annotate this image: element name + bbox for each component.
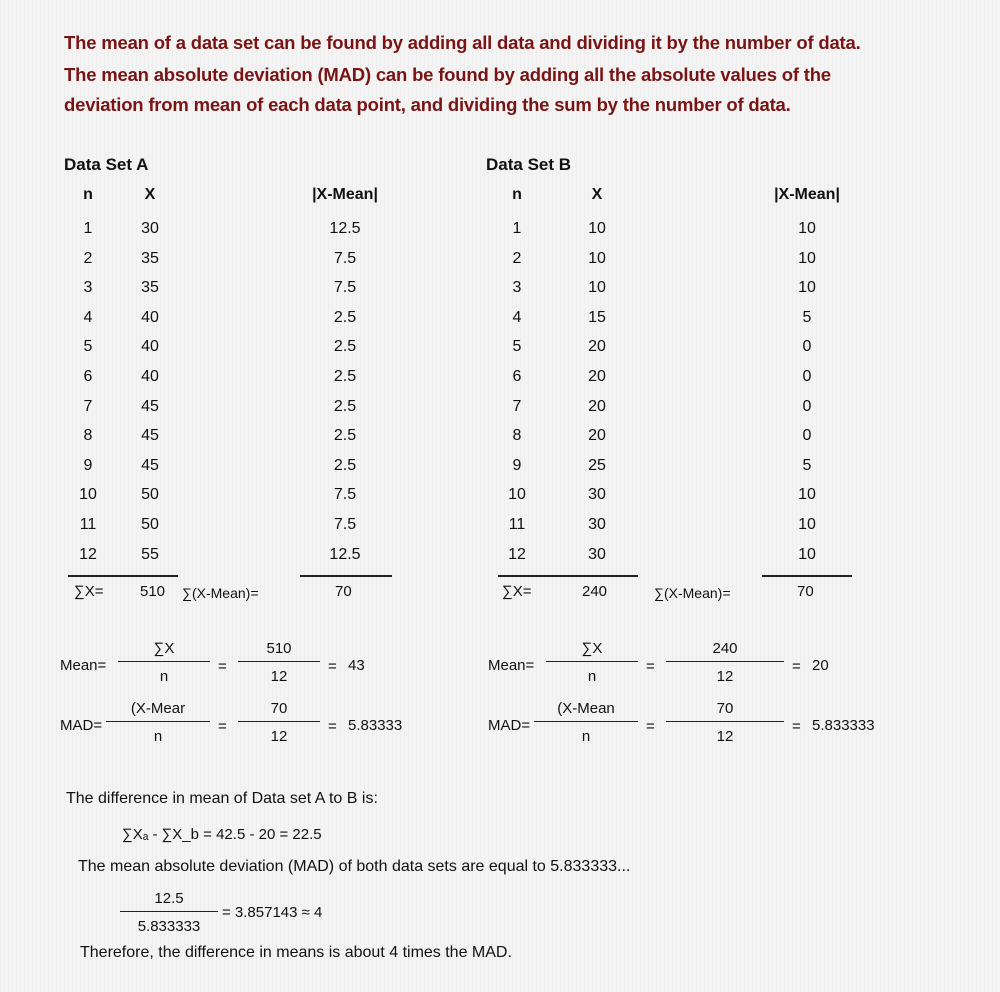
- setA-mad-result: 5.83333: [348, 717, 403, 734]
- setB-mean-result: 20: [812, 657, 829, 674]
- setB-header-0: n: [512, 186, 522, 203]
- intro-line-2: The mean absolute deviation (MAD) can be found by adding all the absolute values of the: [64, 64, 831, 85]
- setB-mean-eq: =: [646, 658, 655, 675]
- setB-cell: 6: [512, 368, 522, 385]
- setB-cell: 2: [512, 249, 522, 267]
- setA-cell: 7: [83, 397, 93, 415]
- setA-mad-value-denominator: 12: [270, 728, 288, 745]
- setA-cell: 3: [83, 279, 93, 297]
- setA-cell: 40: [141, 308, 159, 326]
- setB-mad-values: [666, 700, 784, 745]
- setB-mean-numerator: ∑X: [546, 640, 638, 662]
- setA-mean-denominator: n: [159, 668, 169, 685]
- setB-cell: 20: [588, 397, 606, 415]
- conclusion-line-2: The mean absolute deviation (MAD) of both data sets are equal to 5.833333...: [78, 858, 631, 875]
- setA-mean-numerator: ∑X: [118, 640, 210, 662]
- setB-cell: 25: [588, 456, 606, 474]
- setB-mad-value-numerator: 70: [666, 700, 784, 722]
- setA-cell: 5: [83, 338, 93, 356]
- setA-cell: 2: [83, 249, 93, 267]
- setB-mad-formula: [534, 700, 638, 745]
- setB-cell: 4: [512, 308, 522, 326]
- setB-cell: 10: [798, 220, 816, 237]
- setA-cell: 12.5: [329, 545, 361, 563]
- setB-mean-value-numerator: 240: [666, 640, 784, 662]
- setA-sum-x: 510: [140, 583, 166, 600]
- setB-cell: 30: [588, 545, 606, 563]
- setB-cell: 10: [798, 545, 816, 563]
- setB-cell: 11: [508, 516, 526, 533]
- setB-mad-label: MAD=: [488, 717, 531, 734]
- setB-mean-label: Mean=: [488, 657, 535, 674]
- setA-cell: 2.5: [333, 368, 357, 385]
- setB-sum-line: [498, 575, 638, 577]
- setB-cell: 15: [588, 308, 606, 326]
- setA-cell: 4: [83, 308, 93, 326]
- setA-sum-dev: 70: [335, 583, 352, 600]
- intro-line-3: deviation from mean of each data point, and dividing the sum by the number of data.: [64, 94, 791, 115]
- setB-mean-value-denominator: 12: [716, 668, 734, 685]
- setB-mad-eq2: =: [792, 718, 801, 735]
- setB-mad-denominator: n: [581, 728, 591, 745]
- setB-mean-values: [666, 640, 784, 685]
- setB-cell: 10: [798, 486, 816, 504]
- setA-mean-result: 43: [348, 657, 365, 674]
- setA-dev-sum-line: [300, 575, 392, 577]
- setA-cell: 2.5: [333, 427, 357, 445]
- setB-cell: 0: [802, 427, 812, 445]
- setA-header-2: |X-Mean|: [312, 186, 378, 203]
- setB-cell: 1: [512, 220, 522, 237]
- setB-cell: 0: [802, 397, 812, 415]
- conclusion-equation: ∑Xₐ - ∑X_b = 42.5 - 20 = 22.5: [122, 826, 322, 843]
- setA-mean-value-denominator: 12: [270, 668, 288, 685]
- setB-mad-numerator: (X-Mean: [534, 700, 638, 722]
- setB-sum-dev-label: ∑(X-Mean)=: [654, 585, 731, 601]
- setA-mean-label: Mean=: [60, 657, 107, 674]
- setA-cell: 35: [141, 279, 159, 297]
- setB-cell: 20: [588, 427, 606, 445]
- setB-dev-sum-line: [762, 575, 852, 577]
- setA-mad-denominator: n: [153, 728, 163, 745]
- setA-cell: 2.5: [333, 397, 357, 415]
- setB-cell: 7: [512, 397, 522, 415]
- conclusion-line-3: Therefore, the difference in means is about 4 times the MAD.: [80, 944, 512, 961]
- setA-cell: 2.5: [333, 338, 357, 356]
- setB-cell: 12: [508, 545, 526, 563]
- setB-sum-x: 240: [582, 583, 608, 600]
- setA-cell: 7.5: [333, 249, 357, 267]
- setA-cell: 7.5: [333, 279, 357, 297]
- setB-cell: 10: [588, 249, 606, 267]
- setB-cell: 10: [798, 249, 816, 267]
- setA-cell: 1: [83, 220, 93, 237]
- setB-cell: 5: [802, 456, 812, 474]
- setB-cell: 10: [588, 279, 606, 297]
- setA-cell: 50: [141, 486, 159, 504]
- setA-mean-values: [238, 640, 320, 685]
- ratio-result: = 3.857143 ≈ 4: [222, 904, 323, 921]
- setA-cell: 9: [83, 456, 93, 474]
- setA-mad-label: MAD=: [60, 717, 103, 734]
- setA-cell: 30: [141, 220, 159, 237]
- ratio-numerator: 12.5: [120, 890, 218, 912]
- setB-mean-denominator: n: [587, 668, 597, 685]
- setA-cell: 6: [83, 368, 93, 385]
- setA-cell: 7.5: [333, 486, 357, 504]
- setA-sum-dev-label: ∑(X-Mean)=: [182, 585, 259, 601]
- setB-cell: 10: [508, 486, 526, 504]
- setA-mad-eq: =: [218, 718, 227, 735]
- setB-cell: 9: [512, 456, 522, 474]
- intro-line-1: The mean of a data set can be found by adding all data and dividing it by the number of data.: [64, 32, 861, 53]
- setA-header-0: n: [83, 186, 93, 203]
- setA-mad-values: [238, 700, 320, 745]
- setA-cell: 2.5: [333, 308, 357, 326]
- setB-cell: 10: [798, 279, 816, 297]
- setA-title: Data Set A: [64, 155, 149, 174]
- setA-mean-eq2: =: [328, 658, 337, 675]
- setA-cell: 40: [141, 368, 159, 385]
- setA-mad-numerator: (X-Mear: [106, 700, 210, 722]
- setB-cell: 20: [588, 368, 606, 385]
- setB-cell: 10: [798, 516, 816, 533]
- setB-cell: 0: [802, 368, 812, 385]
- setA-cell: 40: [141, 338, 159, 356]
- setA-cell: 2.5: [333, 456, 357, 474]
- setB-cell: 0: [802, 338, 812, 356]
- setB-cell: 20: [588, 338, 606, 356]
- setB-mean-formula: [546, 640, 638, 685]
- setA-sum-line: [68, 575, 178, 577]
- setB-sum-dev: 70: [797, 583, 814, 600]
- setA-header-1: X: [144, 186, 156, 203]
- setB-cell: 30: [588, 516, 606, 533]
- setB-header-2: |X-Mean|: [774, 186, 840, 203]
- setA-cell: 45: [141, 427, 159, 445]
- setA-cell: 45: [141, 456, 159, 474]
- ratio-fraction: [120, 890, 218, 935]
- setA-cell: 12: [79, 545, 97, 563]
- conclusion-line-1: The difference in mean of Data set A to B is:: [66, 790, 378, 807]
- setA-sum-x-label: ∑X=: [74, 583, 104, 600]
- setA-cell: 50: [141, 516, 159, 533]
- setB-mad-result: 5.833333: [812, 717, 875, 734]
- setB-cell: 10: [588, 220, 606, 237]
- setB-cell: 5: [512, 338, 522, 356]
- setB-header-1: X: [591, 186, 603, 203]
- setA-mad-formula: [106, 700, 210, 745]
- setB-cell: 3: [512, 279, 522, 297]
- setB-cell: 5: [802, 308, 812, 326]
- setA-mad-value-numerator: 70: [238, 700, 320, 722]
- setB-cell: 8: [512, 427, 522, 445]
- setA-cell: 10: [79, 486, 97, 504]
- setA-cell: 45: [141, 397, 159, 415]
- setA-cell: 11: [79, 516, 97, 533]
- setB-title: Data Set B: [486, 155, 572, 174]
- setA-mean-eq: =: [218, 658, 227, 675]
- setB-sum-x-label: ∑X=: [502, 583, 532, 600]
- setA-mad-eq2: =: [328, 718, 337, 735]
- setA-mean-value-numerator: 510: [238, 640, 320, 662]
- setB-mean-eq2: =: [792, 658, 801, 675]
- setB-cell: 30: [588, 486, 606, 504]
- setA-cell: 7.5: [333, 516, 357, 533]
- setA-cell: 8: [83, 427, 93, 445]
- setB-mad-eq: =: [646, 718, 655, 735]
- ratio-denominator: 5.833333: [137, 918, 201, 935]
- setA-cell: 55: [141, 545, 159, 563]
- setB-mad-value-denominator: 12: [716, 728, 734, 745]
- setA-mean-formula: [118, 640, 210, 685]
- setA-cell: 35: [141, 249, 159, 267]
- setA-cell: 12.5: [329, 220, 361, 237]
